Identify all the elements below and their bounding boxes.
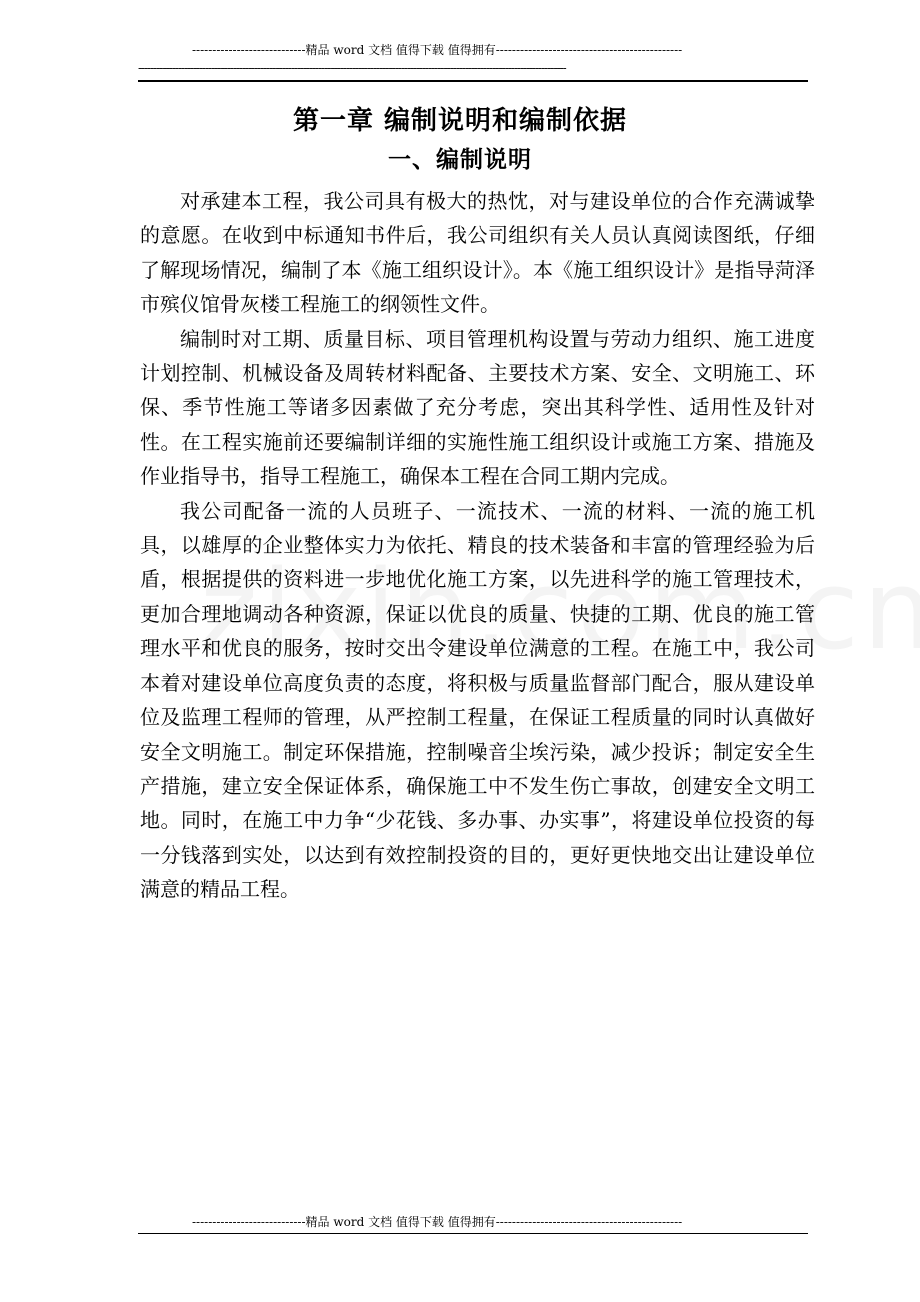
footer-divider <box>138 1233 808 1234</box>
header-divider <box>138 80 808 82</box>
section-title: 一、编制说明 <box>388 146 532 173</box>
page-footer-banner: ----------------------------精品 word 文档 值得下载 值得拥有---------------------------------------------- <box>192 1215 683 1229</box>
document-body <box>140 184 815 907</box>
paragraph: 我公司配备一流的人员班子、一流技术、一流的材料、一流的施工机具，以雄厚的企业整体实力为依托、精良的技术装备和丰富的管理经验为后盾，根据提供的资料进一步地优化施工方案，以先进科学的施工管理技术，更加合理地调动各种资源，保证以优良的质量、快捷的工期、优良的施工管理水平和优良的服务，按时交出令建设单位满意的工程。在施工中，我公司本着对建设单位高度负责的态度，将积极与质量监督部门配合，服从建设单位及监理工程师的管理，从严控制工程量，在保证工程质量的同时认真做好安全文明施工。制定环保措施，控制噪音尘埃污染，减少投诉；制定安全生产措施，建立安全保证体系，确保施工中不发生伤亡事故，创建安全文明工地。同时，在施工中力争“少花钱、多办事、办实事”，将建设单位投资的每一分钱落到实处，以达到有效控制投资的目的，更好更快地交出让建设单位满意的精品工程。 <box>140 498 815 902</box>
chapter-title: 第一章 编制说明和编制依据 <box>292 106 628 136</box>
page-header-dashes: -------------------------------------------------------------------------------------------------------------------------------------------- <box>138 62 566 74</box>
paragraph: 对承建本工程，我公司具有极大的热忱，对与建设单位的合作充满诚挚的意愿。在收到中标通知书件后，我公司组织有关人员认真阅读图纸，仔细了解现场情况，编制了本《施工组织设计》。本《施工组织设计》是指导菏泽市殡仪馆骨灰楼工程施工的纲领性文件。 <box>140 189 815 317</box>
page-header-banner: ----------------------------精品 word 文档 值得下载 值得拥有---------------------------------------------- <box>192 43 683 57</box>
paragraph: 编制时对工期、质量目标、项目管理机构设置与劳动力组织、施工进度计划控制、机械设备及周转材料配备、主要技术方案、安全、文明施工、环保、季节性施工等诸多因素做了充分考虑，突出其科学性、适用性及针对性。在工程实施前还要编制详细的实施性施工组织设计或施工方案、措施及作业指导书，指导工程施工，确保本工程在合同工期内完成。 <box>140 326 815 489</box>
